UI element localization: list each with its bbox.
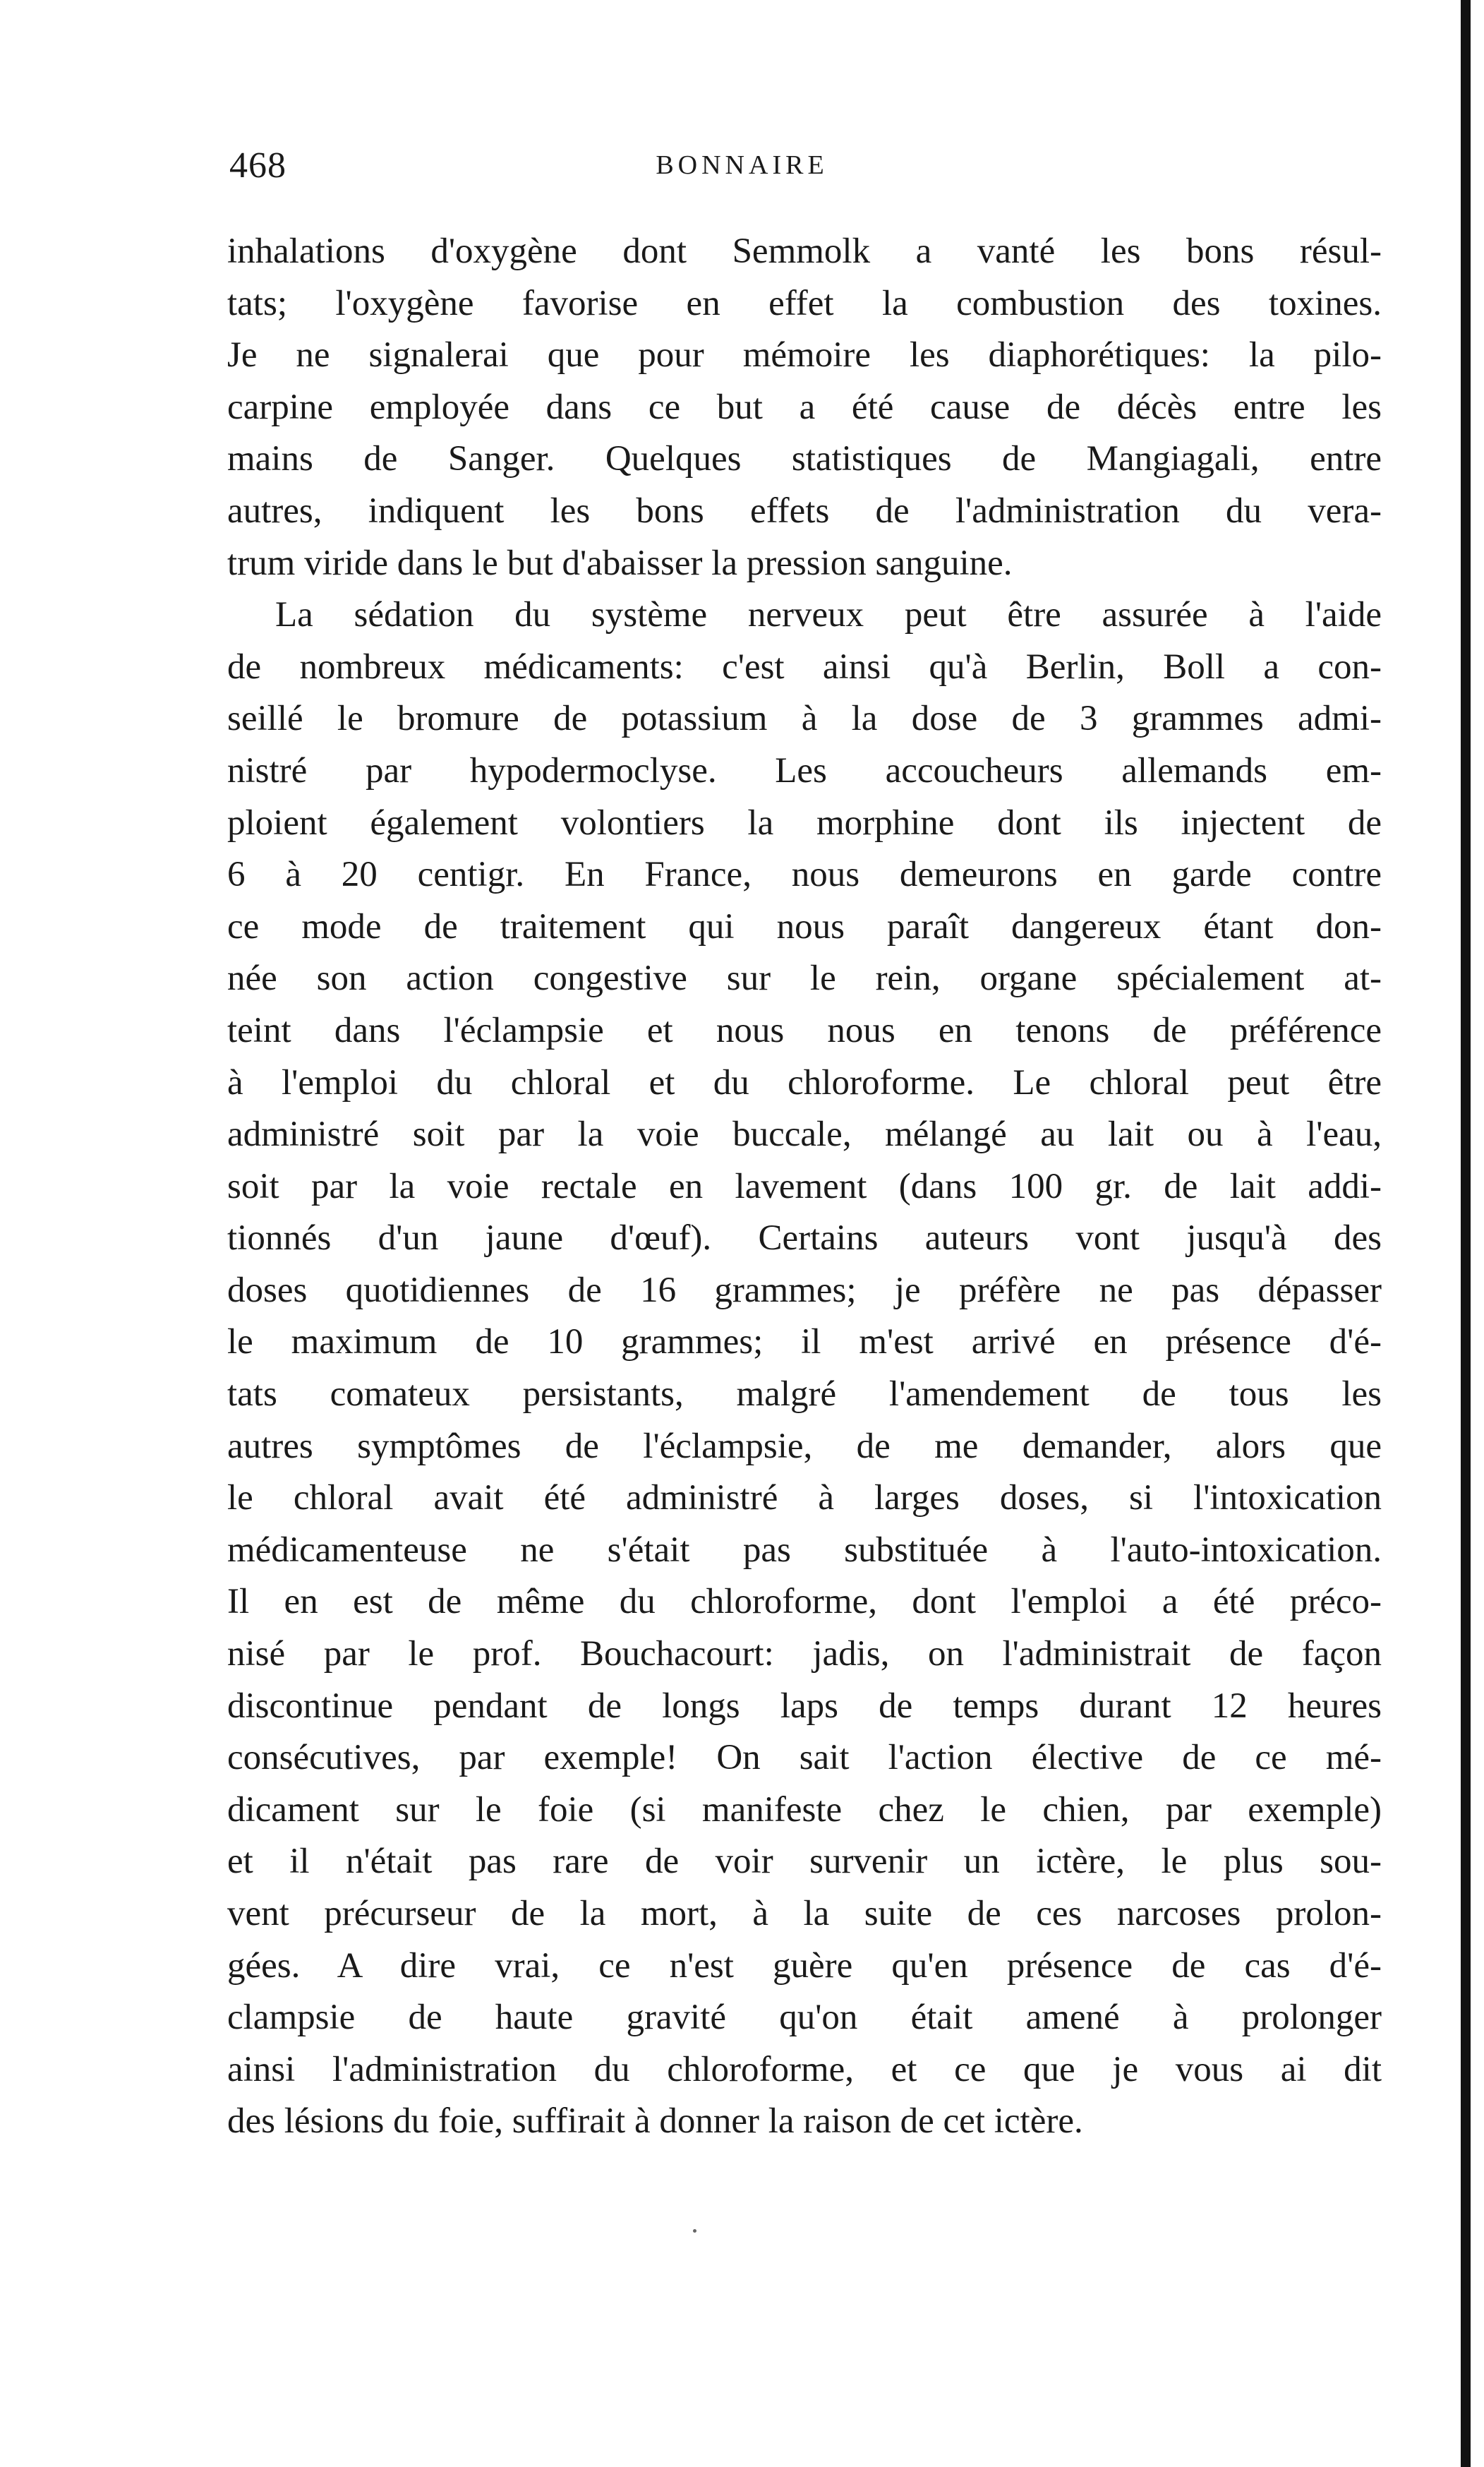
text-line: clampsie de haute gravité qu'on était amené à prolonger [227,1998,1382,2038]
text-line: et il n'était pas rare de voir survenir un ictère, le plus sou- [227,1842,1382,1882]
text-line: discontinue pendant de longs laps de temps durant 12 heures [227,1686,1382,1726]
text-line: des lésions du foie, suffirait à donner la raison de cet ictère. [227,2101,1083,2142]
text-line: inhalations d'oxygène dont Semmolk a vanté les bons résul- [227,232,1382,271]
text-line: tats; l'oxygène favorise en effet la combustion des toxines. [227,283,1382,323]
text-line: le maximum de 10 grammes; il m'est arrivé en présence d'é- [227,1322,1382,1362]
text-line: autres, indiquent les bons effets de l'administration du vera- [227,491,1382,531]
text-line: le chloral avait été administré à larges doses, si l'intoxication [227,1478,1382,1518]
text-line: ploient également volontiers la morphine dont ils injectent de [227,803,1382,843]
scan-speck [693,2229,696,2233]
text-line: La sédation du système nerveux peut être assurée à l'aide [275,595,1382,635]
text-line: de nombreux médicaments: c'est ainsi qu'à Berlin, Boll a con- [227,647,1382,687]
text-line: nistré par hypodermoclyse. Les accoucheurs allemands em- [227,750,1382,791]
text-line: dicament sur le foie (si manifeste chez le chien, par exemple) [227,1789,1382,1830]
text-line: carpine employée dans ce but a été cause de décès entre les [227,387,1382,427]
text-line: ainsi l'administration du chloroforme, et ce que je vous ai dit [227,2049,1382,2089]
text-line: vent précurseur de la mort, à la suite de ces narcoses prolon- [227,1894,1382,1933]
page-number: 468 [229,145,286,186]
text-line: autres symptômes de l'éclampsie, de me demander, alors que [227,1426,1382,1466]
text-line: teint dans l'éclampsie et nous nous en tenons de préférence [227,1010,1382,1050]
text-line: tats comateux persistants, malgré l'amendement de tous les [227,1374,1382,1415]
text-line: nisé par le prof. Bouchacourt: jadis, on l'administrait de façon [227,1634,1382,1674]
text-line: tionnés d'un jaune d'œuf). Certains auteurs vont jusqu'à des [227,1218,1382,1259]
text-line: gées. A dire vrai, ce n'est guère qu'en présence de cas d'é- [227,1945,1382,1986]
text-line: consécutives, par exemple! On sait l'action élective de ce mé- [227,1738,1382,1778]
text-line: administré soit par la voie buccale, mélangé au lait ou à l'eau, [227,1115,1382,1155]
text-line: Il en est de même du chloroforme, dont l'emploi a été préco- [227,1582,1382,1622]
text-line: seillé le bromure de potassium à la dose de 3 grammes admi- [227,699,1382,739]
text-line: ce mode de traitement qui nous paraît dangereux étant don- [227,906,1382,947]
text-line: née son action congestive sur le rein, organe spécialement at- [227,959,1382,999]
running-head: BONNAIRE [656,150,828,180]
text-line: Je ne signalerai que pour mémoire les diaphorétiques: la pilo- [227,335,1382,376]
text-line: à l'emploi du chloral et du chloroforme. Le chloral peut être [227,1062,1382,1103]
text-line: 6 à 20 centigr. En France, nous demeurons en garde contre [227,855,1382,895]
text-line: médicamenteuse ne s'était pas substituée à l'auto-intoxication. [227,1530,1382,1570]
text-line: doses quotidiennes de 16 grammes; je préfère ne pas dépasser [227,1270,1382,1310]
body-text [227,226,1382,2148]
page-edge-bar [1461,0,1471,2467]
text-line: soit par la voie rectale en lavement (dans 100 gr. de lait addi- [227,1166,1382,1206]
text-line: mains de Sanger. Quelques statistiques de Mangiagali, entre [227,439,1382,479]
text-line: trum viride dans le but d'abaisser la pression sanguine. [227,543,1013,583]
